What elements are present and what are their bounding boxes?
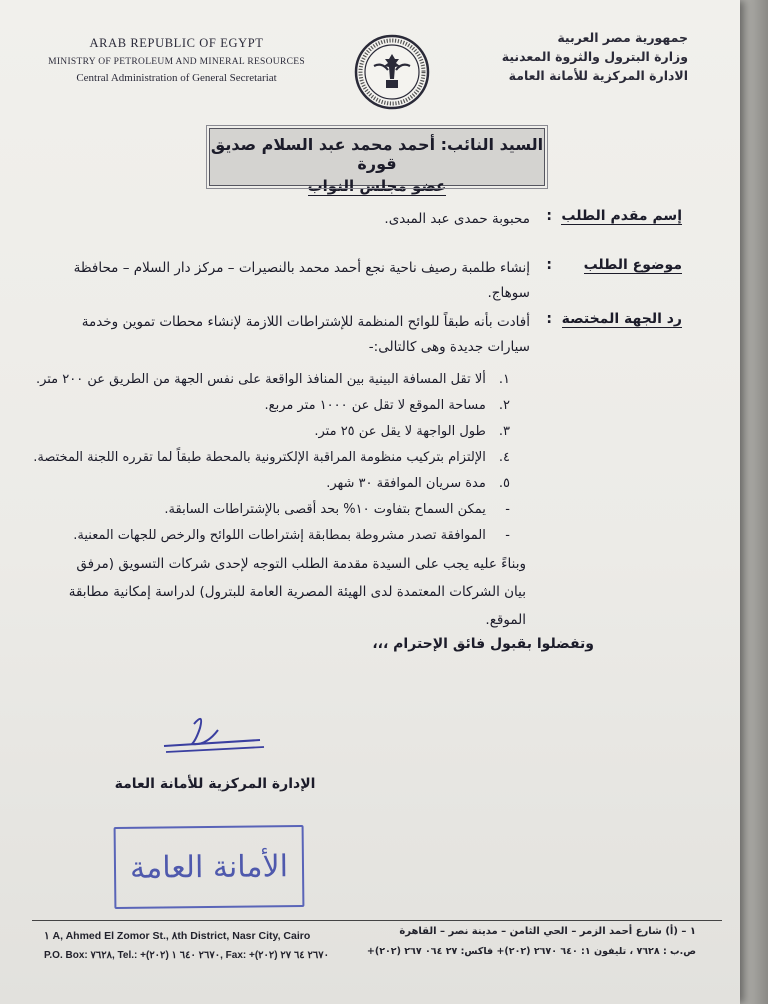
authority-reply-label: رد الجهة المختصة xyxy=(561,311,682,327)
condition-item: ٣. طول الواجهة لا يقل عن ٢٥ متر. xyxy=(314,424,510,439)
country-name-ar: جمهورية مصر العربية xyxy=(557,30,688,45)
footer-address-ar: ١ – (أ) شارع أحمد الزمر – الحي الثامن – مدينة نصر – القاهرة xyxy=(399,926,696,937)
footer-divider xyxy=(32,920,722,921)
secretariat-stamp: الأمانة العامة xyxy=(114,825,305,909)
closing-salutation: وتفضلوا بقبول فائق الإحترام ،،، xyxy=(372,636,594,652)
footer-contact-ar: ص.ب : ٧٦٢٨ ، تليفون ١: ٦٤٠ ٢٦٧٠ (٢٠٢)+ فاكس: ٢٧ ٠٦٤ ٢٦٧ (٢٠٢)+ xyxy=(366,946,696,957)
country-name-en: ARAB REPUBLIC OF EGYPT xyxy=(89,36,264,50)
department-name-ar: الادارة المركزية للأمانة العامة xyxy=(508,68,688,83)
department-name-en: Central Administration of General Secretariat xyxy=(76,72,277,84)
ministry-name-ar: وزارة البترول والثروة المعدنية xyxy=(501,49,688,64)
condition-item: ٥. مدة سريان الموافقة ٣٠ شهر. xyxy=(326,476,510,491)
applicant-label: إسم مقدم الطلب xyxy=(561,208,682,224)
addressee-name: السيد النائب: أحمد محمد عبد السلام صديق قورة xyxy=(210,135,544,173)
handwritten-signature xyxy=(160,712,270,762)
authority-reply-value: أفادت بأنه طبقاً للوائح المنظمة للإشتراطات اللازمة لإنشاء محطات تموين وخدمة سيارات جديدة وهى كالتالى:- xyxy=(81,314,530,355)
condition-note: - الموافقة تصدر مشروطة بمطابقة إشتراطات اللوائح والرخص للجهات المعنية. xyxy=(73,528,510,543)
colon: : xyxy=(546,311,552,327)
condition-item: ٢. مساحة الموقع لا تقل عن ١٠٠٠ متر مربع. xyxy=(264,398,510,413)
ministry-eagle-seal-icon xyxy=(354,34,430,110)
signing-department: الإدارة المركزية للأمانة العامة xyxy=(114,776,316,792)
subject-label: موضوع الطلب xyxy=(583,257,682,273)
colon: : xyxy=(546,257,552,273)
english-letterhead xyxy=(44,36,309,84)
conclusion-paragraph: وبناءً عليه يجب على السيدة مقدمة الطلب التوجه لإحدى شركات التسويق (مرفق بيان الشركات المعتمدة لدى الهيئة المصرية العامة للبترول) لدراسة إمكانية مطابقة الموقع. xyxy=(68,556,526,628)
footer-address-en: ١ A, Ahmed El Zomor St., ٨th District, Nasr City, Cairo xyxy=(44,930,311,942)
condition-item: ١. ألا تقل المسافة البينية بين المنافذ الواقعة على نفس الجهة من الطريق عن ٢٠٠ متر. xyxy=(35,372,510,387)
condition-note: - يمكن السماح بتفاوت ١٠% بحد أقصى بالإشتراطات السابقة. xyxy=(164,502,510,517)
footer-contact-en: P.O. Box: ٧٦٢٨, Tel.: +(٢٠٢) ٢٦٧٠ ٦٤٠ ١, Fax: +(٢٠٢) ٢٦٧٠ ٦٤ ٢٧ xyxy=(44,950,329,961)
subject-value: إنشاء طلمبة رصيف ناحية نجع أحمد محمد بالنصيرات – مركز دار السلام – محافظة سوهاج. xyxy=(73,260,530,301)
addressee-title: عضو مجلس النواب xyxy=(307,177,447,195)
colon: : xyxy=(546,208,552,224)
applicant-value: محبوبة حمدى عبد المبدى. xyxy=(384,211,530,227)
ministry-name-en: MINISTRY OF PETROLEUM AND MINERAL RESOURCES xyxy=(48,57,305,67)
arabic-letterhead xyxy=(502,28,688,85)
condition-item: ٤. الإلتزام بتركيب منظومة المراقبة الإلكترونية بالمحطة طبقاً لما تقرره اللجنة المختصة. xyxy=(33,450,510,465)
addressee-box xyxy=(209,128,545,195)
